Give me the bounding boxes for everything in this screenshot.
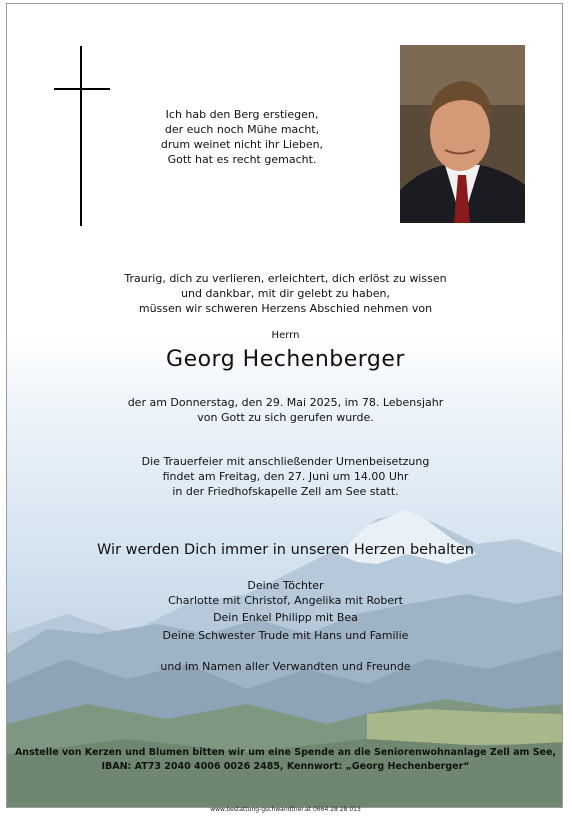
poem-line: Gott hat es recht gemacht. <box>167 153 317 166</box>
mourner-line: Deine Schwester Trude mit Hans und Familie <box>162 629 409 642</box>
footer-contact: www.bestattung-gschwandtner.at 0664 28 28 013 <box>210 806 361 813</box>
ceremony-line: findet am Freitag, den 27. Juni um 14.00 Uhr <box>162 470 409 483</box>
deceased-name: Georg Hechenberger <box>166 347 405 372</box>
cross-icon-bar <box>54 88 110 90</box>
poem-line: der euch noch Mühe macht, <box>164 123 320 136</box>
ceremony-line: in der Friedhofskapelle Zell am See statt. <box>172 485 399 498</box>
mourner-line: Deine Töchter <box>247 579 324 592</box>
closing-line: und im Namen aller Verwandten und Freunde <box>160 660 411 673</box>
donation-line: IBAN: AT73 2040 4006 0026 2485, Kennwort: „Georg Hechenberger“ <box>101 761 470 772</box>
obituary-card <box>6 3 563 808</box>
intro-line: und dankbar, mit dir gelebt zu haben, <box>181 287 390 300</box>
portrait-photo <box>400 45 525 223</box>
intro-line: müssen wir schweren Herzens Abschied nehmen von <box>138 302 433 315</box>
motto: Wir werden Dich immer in unseren Herzen behalten <box>97 542 474 558</box>
poem-line: drum weinet nicht ihr Lieben, <box>160 138 324 151</box>
donation-line: Anstelle von Kerzen und Blumen bitten wir um eine Spende an die Seniorenwohnanlage Zell am See, <box>14 747 557 758</box>
poem-line: Ich hab den Berg erstiegen, <box>165 108 319 121</box>
mourner-line: Dein Enkel Philipp mit Bea <box>213 611 358 624</box>
cross-icon <box>80 46 82 226</box>
ceremony-line: Die Trauerfeier mit anschließender Urnenbeisetzung <box>141 455 430 468</box>
salutation: Herrn <box>271 330 300 341</box>
poem <box>137 107 347 167</box>
intro-line: Traurig, dich zu verlieren, erleichtert, dich erlöst zu wissen <box>124 272 447 285</box>
death-info-line: der am Donnerstag, den 29. Mai 2025, im 78. Lebensjahr <box>127 396 444 409</box>
mourner-line: Charlotte mit Christof, Angelika mit Robert <box>168 594 403 607</box>
death-info-line: von Gott zu sich gerufen wurde. <box>197 411 374 424</box>
